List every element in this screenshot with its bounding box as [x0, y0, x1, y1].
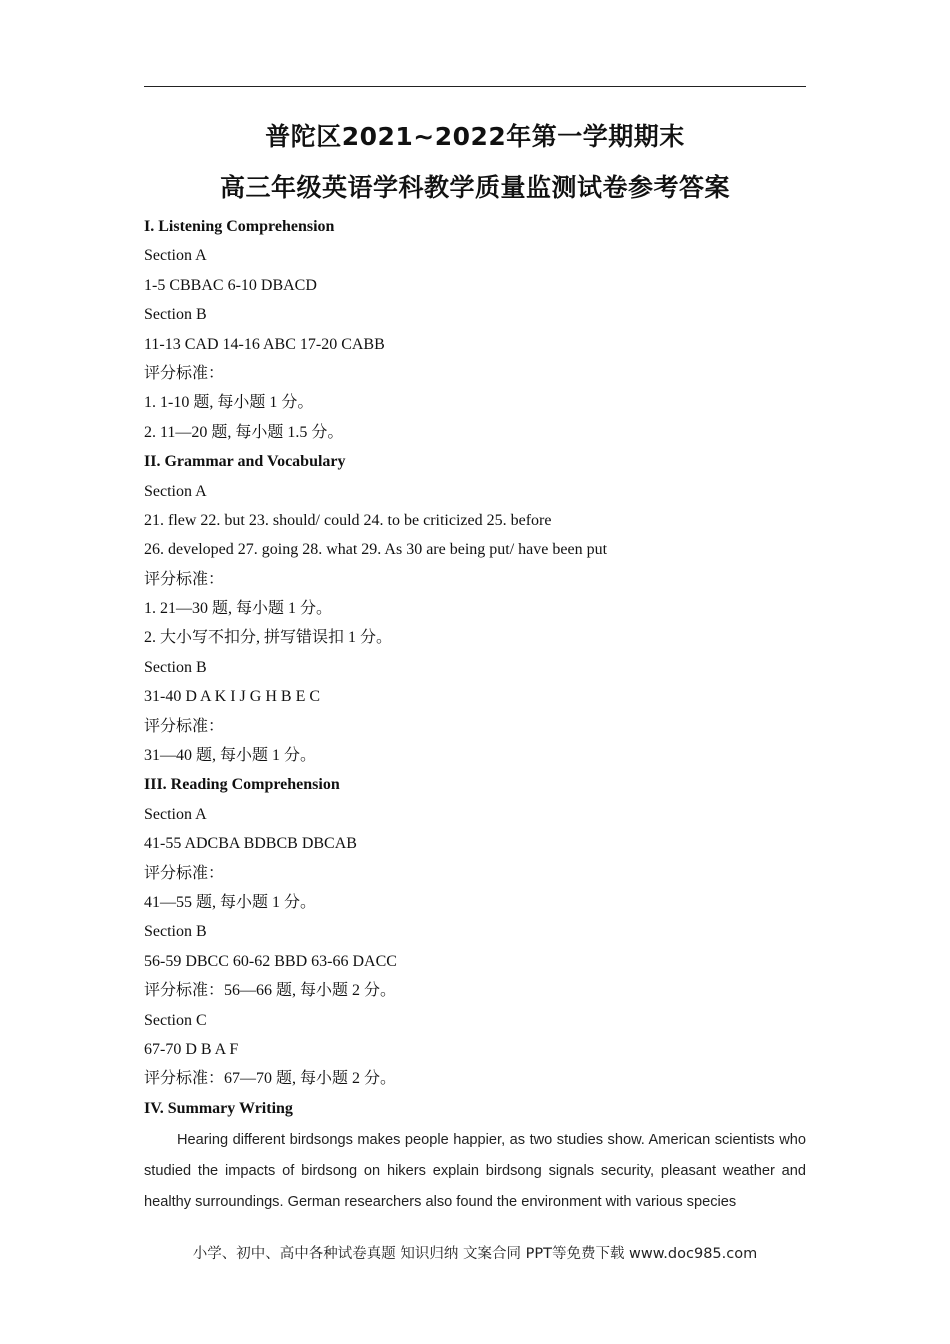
answer-line: 11-13 CAD 14-16 ABC 17-20 CABB [144, 335, 385, 353]
answer-line: 2. 11—20 题, 每小题 1.5 分。 [144, 423, 344, 441]
answer-line: 评分标准： [144, 364, 225, 382]
answer-line: 评分标准：67—70 题, 每小题 2 分。 [144, 1070, 397, 1088]
answer-line: Section A [144, 805, 207, 823]
page-footer: 小学、初中、高中各种试卷真题 知识归纳 文案合同 PPT等免费下载 www.doc985.com [192, 1246, 758, 1262]
answer-line: 41-55 ADCBA BDBCB DBCAB [144, 835, 357, 853]
header-rule [144, 86, 806, 87]
answer-line: 1. 21—30 题, 每小题 1 分。 [144, 600, 333, 618]
section-heading: IV. Summary Writing [144, 1099, 293, 1117]
answer-line: 31-40 D A K I J G H B E C [144, 688, 321, 706]
answer-line: 评分标准： [144, 570, 225, 588]
answer-line: 评分标准： [144, 864, 225, 882]
answer-line: 67-70 D B A F [144, 1040, 239, 1058]
answer-line: Section B [144, 658, 207, 676]
section-heading: I. Listening Comprehension [144, 218, 335, 235]
answer-line: 31—40 题, 每小题 1 分。 [144, 747, 317, 765]
answer-line: Section B [144, 923, 207, 941]
answer-line: 41—55 题, 每小题 1 分。 [144, 893, 317, 911]
answer-line: Section A [144, 482, 207, 500]
answer-line: 2. 大小写不扣分, 拼写错误扣 1 分。 [144, 629, 393, 647]
answer-line: 评分标准： [144, 717, 225, 735]
answer-line: Section B [144, 306, 207, 324]
answer-line: 21. flew 22. but 23. should/ could 24. to be criticized 25. before [144, 511, 552, 529]
section-heading: III. Reading Comprehension [144, 776, 340, 794]
answer-key-content [144, 214, 806, 1125]
answer-line: Section C [144, 1011, 207, 1029]
answer-line: 26. developed 27. going 28. what 29. As 30 are being put/ have been put [144, 541, 608, 559]
section-heading: II. Grammar and Vocabulary [144, 453, 346, 471]
answer-line: 评分标准：56—66 题, 每小题 2 分。 [144, 982, 397, 1000]
answer-line: Section A [144, 247, 207, 265]
answer-line: 1. 1-10 题, 每小题 1 分。 [144, 394, 314, 412]
answer-line: 1-5 CBBAC 6-10 DBACD [144, 276, 317, 294]
summary-paragraph: Hearing different birdsongs makes people happier, as two studies show. American scientists who studied the impacts of birdsong on hikers explain birdsong signals security, pleasant weather and healthy surroundings. German researchers also found the environment with various species [144, 1132, 806, 1210]
title-line-1: 普陀区2021~2022年第一学期期末 [265, 122, 685, 151]
title-line-2: 高三年级英语学科教学质量监测试卷参考答案 [219, 173, 730, 202]
answer-line: 56-59 DBCC 60-62 BBD 63-66 DACC [144, 952, 397, 970]
